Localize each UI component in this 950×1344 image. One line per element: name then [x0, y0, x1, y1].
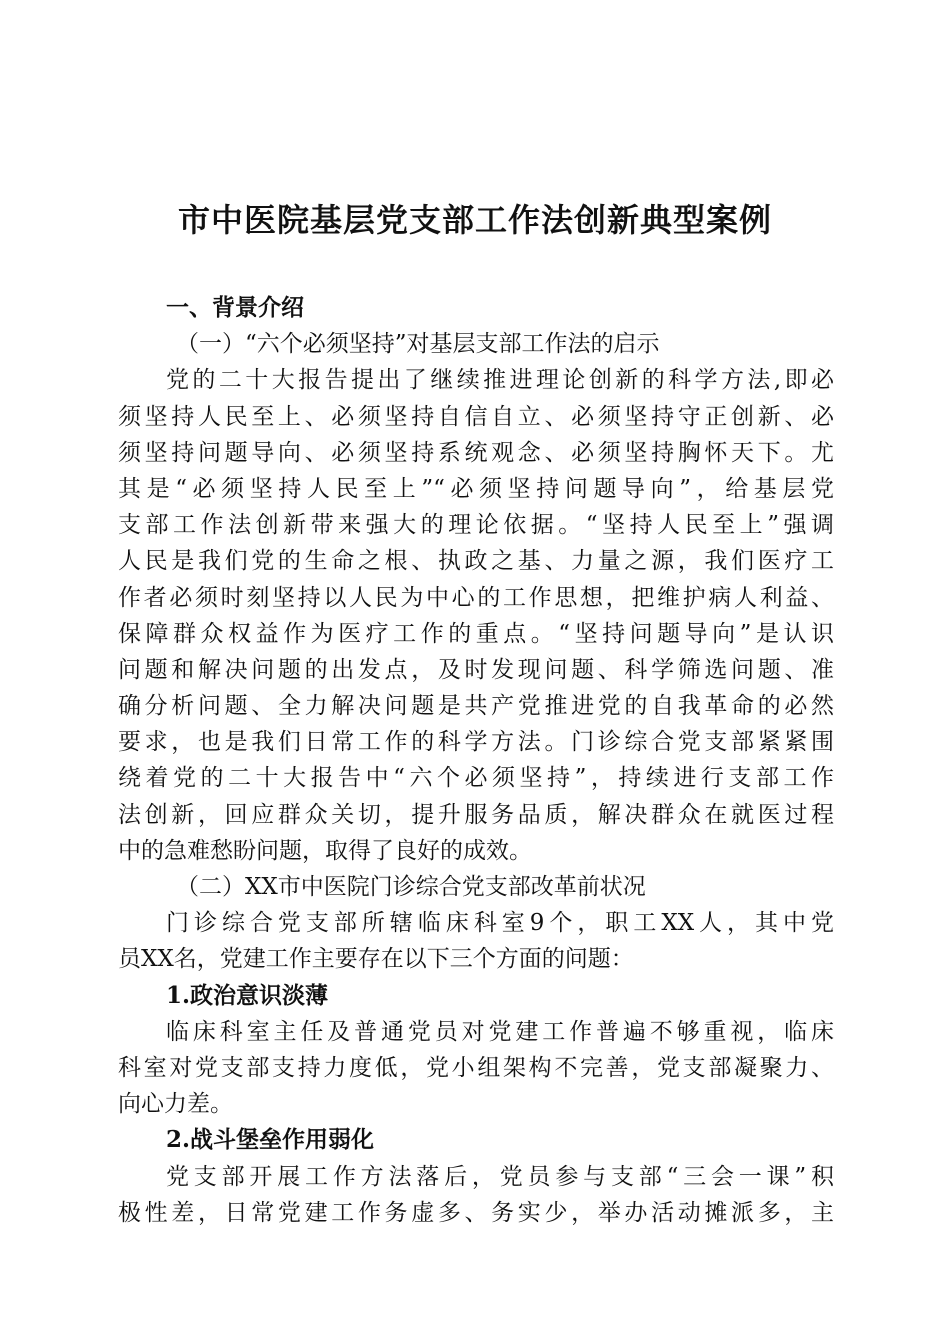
document-title: 市中医院基层党支部工作法创新典型案例 [177, 201, 772, 239]
paragraph-line: 确分析问题、全力解决问题是共产党推进党的自我革命的必然 [118, 693, 834, 720]
paragraph-line: 员XX名，党建工作主要存在以下三个方面的问题： [118, 946, 634, 973]
subsection-heading: （一）“六个必须坚持”对基层支部工作法的启示 [176, 331, 660, 358]
section-heading: 1.政治意识淡薄 [166, 981, 329, 1009]
paragraph-line: 临床科室主任及普通党员对党建工作普遍不够重视，临床 [166, 1018, 834, 1045]
section-heading: 2.战斗堡垒作用弱化 [166, 1126, 375, 1154]
section-heading: 一、背景介绍 [166, 294, 304, 321]
paragraph-line: 党的二十大报告提出了继续推进理论创新的科学方法,即必 [166, 367, 834, 394]
paragraph-line: 人民是我们党的生命之根、执政之基、力量之源，我们医疗工 [118, 548, 834, 575]
paragraph-line: 须坚持人民至上、必须坚持自信自立、必须坚持守正创新、必 [118, 403, 834, 430]
paragraph-line: 支部工作法创新带来强大的理论依据。“坚持人民至上”强调 [118, 512, 834, 539]
paragraph-line: 科室对党支部支持力度低，党小组架构不完善，党支部凝聚力、 [118, 1054, 834, 1081]
paragraph-line: 向心力差。 [118, 1091, 233, 1118]
paragraph-line: 其是“必须坚持人民至上”“必须坚持问题导向”，给基层党 [118, 475, 834, 502]
paragraph-line: 保障群众权益作为医疗工作的重点。“坚持问题导向”是认识 [118, 620, 834, 647]
paragraph-line: 绕着党的二十大报告中“六个必须坚持”，持续进行支部工作 [118, 765, 834, 792]
paragraph-line: 党支部开展工作方法落后，党员参与支部“三会一课”积 [166, 1163, 834, 1190]
paragraph-line: 要求，也是我们日常工作的科学方法。门诊综合党支部紧紧围 [118, 729, 834, 756]
paragraph-line: 须坚持问题导向、必须坚持系统观念、必须坚持胸怀天下。尤 [118, 439, 834, 466]
document-body [118, 290, 834, 1231]
paragraph-line: 门诊综合党支部所辖临床科室9个，职工XX人，其中党 [166, 910, 834, 937]
paragraph-line: 中的急难愁盼问题，取得了良好的成效。 [118, 837, 532, 864]
paragraph-line: 法创新，回应群众关切，提升服务品质，解决群众在就医过程 [118, 801, 834, 828]
paragraph-line: 极性差，日常党建工作务虚多、务实少，举办活动摊派多，主 [118, 1199, 834, 1226]
paragraph-line: 问题和解决问题的出发点，及时发现问题、科学筛选问题、准 [118, 656, 834, 683]
subsection-heading: （二）XX市中医院门诊综合党支部改革前状况 [176, 874, 646, 900]
paragraph-line: 作者必须时刻坚持以人民为中心的工作思想，把维护病人利益、 [118, 584, 834, 611]
